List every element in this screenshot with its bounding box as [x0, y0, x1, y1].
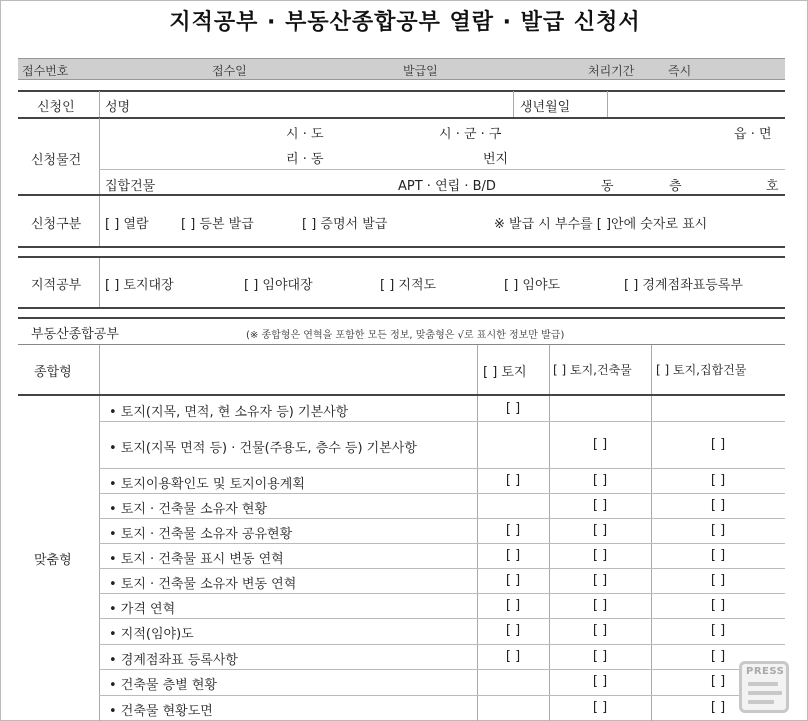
checkbox-c1[interactable]: [ ]: [505, 623, 521, 638]
custom-item-label: • 토지(지목 면적 등) · 건물(주용도, 층수 등) 기본사항: [109, 441, 417, 456]
watermark-text: PRESS: [746, 666, 785, 677]
dong-label: 동: [601, 179, 614, 194]
option-boundary-coordinates[interactable]: [ ] 경계점좌표등록부: [624, 278, 743, 293]
collective-building-label: 집합건물: [105, 179, 156, 194]
checkbox-c3[interactable]: [ ]: [710, 623, 726, 638]
divider: [18, 117, 785, 119]
custom-item-label: • 토지이용확인도 및 토지이용계획: [109, 477, 305, 492]
checkbox-c2[interactable]: [ ]: [592, 523, 608, 538]
birth-date-label: 생년월일: [520, 100, 571, 115]
checkbox-c2[interactable]: [ ]: [592, 623, 608, 638]
option-certificate-issue[interactable]: [ ] 증명서 발급: [302, 217, 388, 232]
checkbox-c3[interactable]: [ ]: [710, 573, 726, 588]
custom-item-label: • 지적(임야)도: [109, 627, 194, 642]
receipt-number-label: 접수번호: [22, 64, 69, 78]
apt-label: APT · 연립 · B/D: [398, 179, 496, 194]
sigungu-label: 시 · 군 · 구: [439, 127, 502, 142]
receipt-bar: [18, 58, 785, 80]
request-type-label: 신청구분: [31, 217, 82, 232]
property-label: 신청물건: [31, 153, 82, 168]
cadastral-label: 지적공부: [31, 278, 82, 293]
checkbox-c3[interactable]: [ ]: [710, 437, 726, 452]
request-note: ※ 발급 시 부수를 [ ]안에 숫자로 표시: [494, 217, 708, 232]
issue-date-label: 발급일: [403, 64, 438, 78]
custom-item-label: • 토지 · 건축물 표시 변동 연혁: [109, 552, 284, 567]
checkbox-c2[interactable]: [ ]: [592, 548, 608, 563]
custom-item-label: • 가격 연혁: [109, 602, 176, 617]
custom-item-label: • 토지(지목, 면적, 현 소유자 등) 기본사항: [109, 405, 349, 420]
checkbox-c1[interactable]: [ ]: [505, 598, 521, 613]
column-land-collective[interactable]: [ ] 토지,집합건물: [656, 363, 747, 377]
checkbox-c3[interactable]: [ ]: [710, 523, 726, 538]
custom-item-label: • 토지 · 건축물 소유자 현황: [109, 502, 268, 517]
checkbox-c2[interactable]: [ ]: [592, 649, 608, 664]
checkbox-c2[interactable]: [ ]: [592, 498, 608, 513]
comprehensive-note: (※ 종합형은 연혁을 포함한 모든 정보, 맞춤형은 √로 표시한 정보만 발급): [246, 330, 565, 341]
divider: [18, 90, 785, 92]
custom-item-label: • 건축물 현황도면: [109, 704, 213, 719]
ho-label: 호: [766, 179, 779, 194]
ridong-label: 리 · 동: [286, 152, 324, 167]
checkbox-c2[interactable]: [ ]: [592, 473, 608, 488]
checkbox-c2[interactable]: [ ]: [592, 437, 608, 452]
name-label: 성명: [105, 100, 131, 115]
custom-item-label: • 건축물 층별 현황: [109, 678, 217, 693]
checkbox-c3[interactable]: [ ]: [710, 498, 726, 513]
sido-label: 시 · 도: [286, 127, 324, 142]
form-title: 지적공부 · 부동산종합공부 열람 · 발급 신청서: [169, 10, 641, 35]
press-stamp-icon: [739, 661, 789, 713]
beonji-label: 번지: [483, 152, 509, 167]
checkbox-c3[interactable]: [ ]: [710, 674, 726, 689]
divider: [18, 194, 785, 196]
checkbox-c1[interactable]: [ ]: [505, 573, 521, 588]
checkbox-c1[interactable]: [ ]: [505, 473, 521, 488]
column-land[interactable]: [ ] 토지: [483, 365, 527, 380]
comprehensive-type-label: 종합형: [34, 365, 72, 380]
option-forest-register[interactable]: [ ] 임야대장: [244, 278, 313, 293]
column-land-building[interactable]: [ ] 토지,건축물: [553, 363, 632, 377]
checkbox-c2[interactable]: [ ]: [592, 573, 608, 588]
checkbox-c1[interactable]: [ ]: [505, 523, 521, 538]
option-view[interactable]: [ ] 열람: [105, 217, 149, 232]
custom-type-label: 맞춤형: [34, 553, 72, 568]
processing-period-value: 즉시: [668, 64, 692, 78]
checkbox-c3[interactable]: [ ]: [710, 700, 726, 715]
checkbox-c2[interactable]: [ ]: [592, 598, 608, 613]
checkbox-c2[interactable]: [ ]: [592, 700, 608, 715]
comprehensive-label: 부동산종합공부: [31, 327, 119, 342]
option-copy-issue[interactable]: [ ] 등본 발급: [181, 217, 254, 232]
checkbox-c1[interactable]: [ ]: [505, 548, 521, 563]
checkbox-c1[interactable]: [ ]: [505, 401, 521, 416]
option-forest-map[interactable]: [ ] 임야도: [504, 278, 561, 293]
checkbox-c3[interactable]: [ ]: [710, 598, 726, 613]
checkbox-c1[interactable]: [ ]: [505, 649, 521, 664]
applicant-label: 신청인: [37, 100, 75, 115]
floor-label: 층: [669, 179, 682, 194]
processing-period-label: 처리기간: [588, 64, 635, 78]
option-land-register[interactable]: [ ] 토지대장: [105, 278, 174, 293]
receipt-date-label: 접수일: [212, 64, 247, 78]
custom-item-label: • 경계점좌표 등록사항: [109, 653, 238, 668]
checkbox-c3[interactable]: [ ]: [710, 548, 726, 563]
custom-item-label: • 토지 · 건축물 소유자 공유현황: [109, 527, 293, 542]
checkbox-c3[interactable]: [ ]: [710, 649, 726, 664]
custom-item-label: • 토지 · 건축물 소유자 변동 연혁: [109, 577, 297, 592]
option-cadastral-map[interactable]: [ ] 지적도: [380, 278, 437, 293]
checkbox-c2[interactable]: [ ]: [592, 674, 608, 689]
eupmyeon-label: 읍 · 면: [734, 127, 772, 142]
checkbox-c3[interactable]: [ ]: [710, 473, 726, 488]
